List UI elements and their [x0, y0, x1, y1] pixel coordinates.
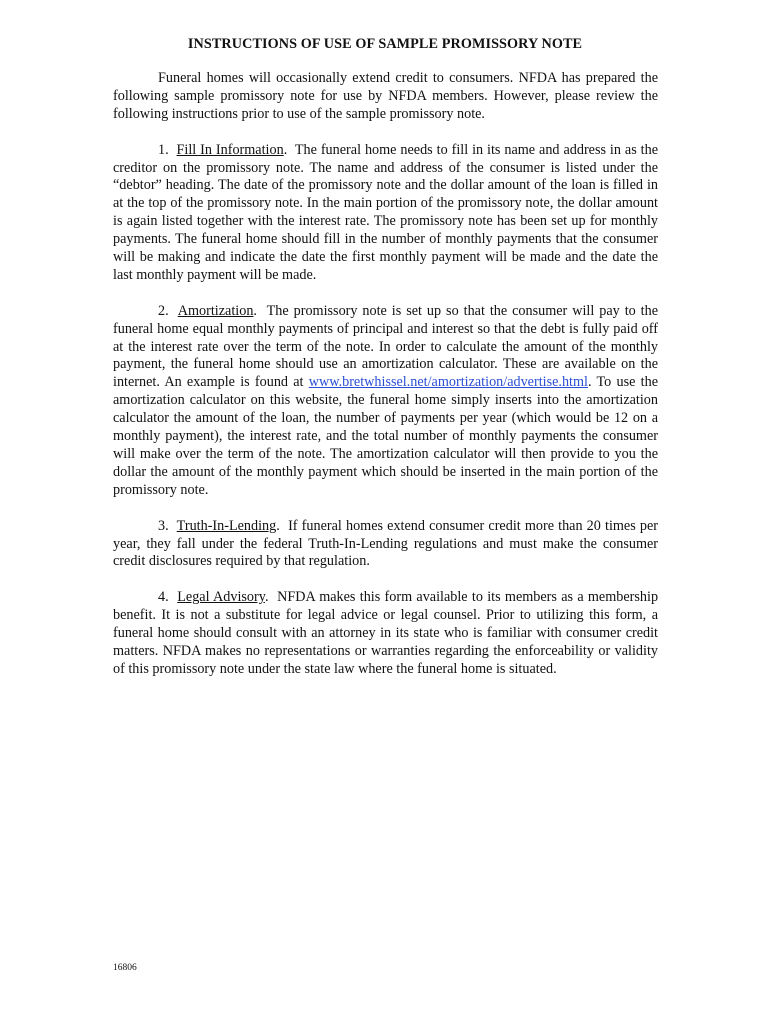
section-number: 3. [158, 517, 169, 534]
section-heading: Truth-In-Lending [176, 517, 277, 534]
section-number: 2. [158, 302, 169, 319]
document-title: INSTRUCTIONS OF USE OF SAMPLE PROMISSORY NOTE [187, 36, 583, 52]
section-amortization: 2. Amortization. The promissory note is set up so that the consumer will pay to the funeral home equal monthly payments of principal and interest so that the debt is fully paid off at the interest rate over the term of the note. In order to calculate the amount of the monthly payment, the funeral home should use an amortization calculator. These are available on the internet. An example is found at www.bretwhissel.net/amortization/advertise.html. To use the amortization calculator on this website, the funeral home simply inserts into the amortization calculator the amount of the loan, the number of payments per year (which would be 12 on a monthly payment), the interest rate, and the total number of monthly payments the consumer will make over the term of the note. The amortization calculator will then provide to you the dollar the amount of the monthly payment which should be inserted in the main portion of the promissory note. [113, 302, 659, 498]
section-number: 4. [158, 589, 169, 606]
section-truth-in-lending: 3. Truth-In-Lending. If funeral homes extend consumer credit more than 20 times per year, they fall under the federal Truth-In-Lending regulations and must make the consumer credit disclosures required by that regulation. [113, 517, 659, 570]
section-text-after-link: . To use the amortization calculator on this website, the funeral home simply inserts into the amortization calculator the amount of the loan, the number of payments per year (which would be 12 on a monthly payment), the interest rate, and the total number of monthly payments the consumer will make over the term of the note. The amortization calculator will then provide to you the dollar the amount of the monthly payment which should be inserted in the main portion of the promissory note. [113, 374, 658, 498]
section-legal-advisory: 4. Legal Advisory. NFDA makes this form available to its members as a membership benefit. It is not a substitute for legal advice or legal counsel. Prior to utilizing this form, a funeral home should consult with an attorney in its state who is familiar with consumer credit matters. NFDA makes no representations or warranties regarding the enforceability or validity of this promissory note under the state law where the funeral home is situated. [113, 589, 659, 677]
section-heading: Fill In Information [176, 141, 284, 158]
section-text: The funeral home needs to fill in its name and address in as the creditor on the promissory note. The name and address of the consumer is listed under the “debtor” heading. The date of the promissory note and the dollar amount of the loan is filled in at the top of the promissory note. In the main portion of the promissory note, the dollar amount is again listed together with the interest rate. The promissory note has been set up for monthly payments. The funeral home should fill in the number of monthly payments that the consumer will be making and indicate the date the first monthly payment will be made and the date the last monthly payment will be made. [113, 141, 658, 283]
section-number: 1. [158, 141, 169, 158]
section-heading: Amortization [177, 302, 254, 319]
section-text-before-link: The promissory note is set up so that the consumer will pay to the funeral home equal monthly payments of principal and interest so that the debt is fully paid off at the interest rate over the term of the note. In order to calculate the amount of the monthly payment, the funeral home should use an amortization calculator. These are available on the internet. An example is found at [113, 302, 659, 391]
section-fill-in-information: 1. Fill In Information. The funeral home needs to fill in its name and address in as the creditor on the promissory note. The name and address of the consumer is listed under the “debtor” heading. The date of the promissory note and the dollar amount of the loan is filled in at the top of the promissory note. In the main portion of the promissory note, the dollar amount is again listed together with the interest rate. The promissory note has been set up for monthly payments. The funeral home should fill in the number of monthly payments that the consumer will be making and indicate the date the first monthly payment will be made and the date the last monthly payment will be made. [113, 141, 658, 283]
document-body [113, 70, 658, 697]
section-heading: Legal Advisory [177, 589, 265, 606]
document-code: 16806 [113, 963, 137, 973]
section-text: If funeral homes extend consumer credit more than 20 times per year, they fall under the federal Truth-In-Lending regulations and must make the consumer credit disclosures required by that regulation. [113, 517, 659, 570]
section-text: NFDA makes this form available to its members as a membership benefit. It is not a substitute for legal advice or legal counsel. Prior to utilizing this form, a funeral home should consult with an attorney in its state who is familiar with consumer credit matters. NFDA makes no representations or warranties regarding the enforceability or validity of this promissory note under the state law where the funeral home is situated. [113, 589, 659, 677]
amortization-calculator-link[interactable]: www.bretwhissel.net/amortization/advertise.html [308, 374, 588, 391]
intro-paragraph: Funeral homes will occasionally extend credit to consumers. NFDA has prepared the following sample promissory note for use by NFDA members. However, please review the following instructions prior to use of the sample promissory note. [113, 70, 658, 122]
